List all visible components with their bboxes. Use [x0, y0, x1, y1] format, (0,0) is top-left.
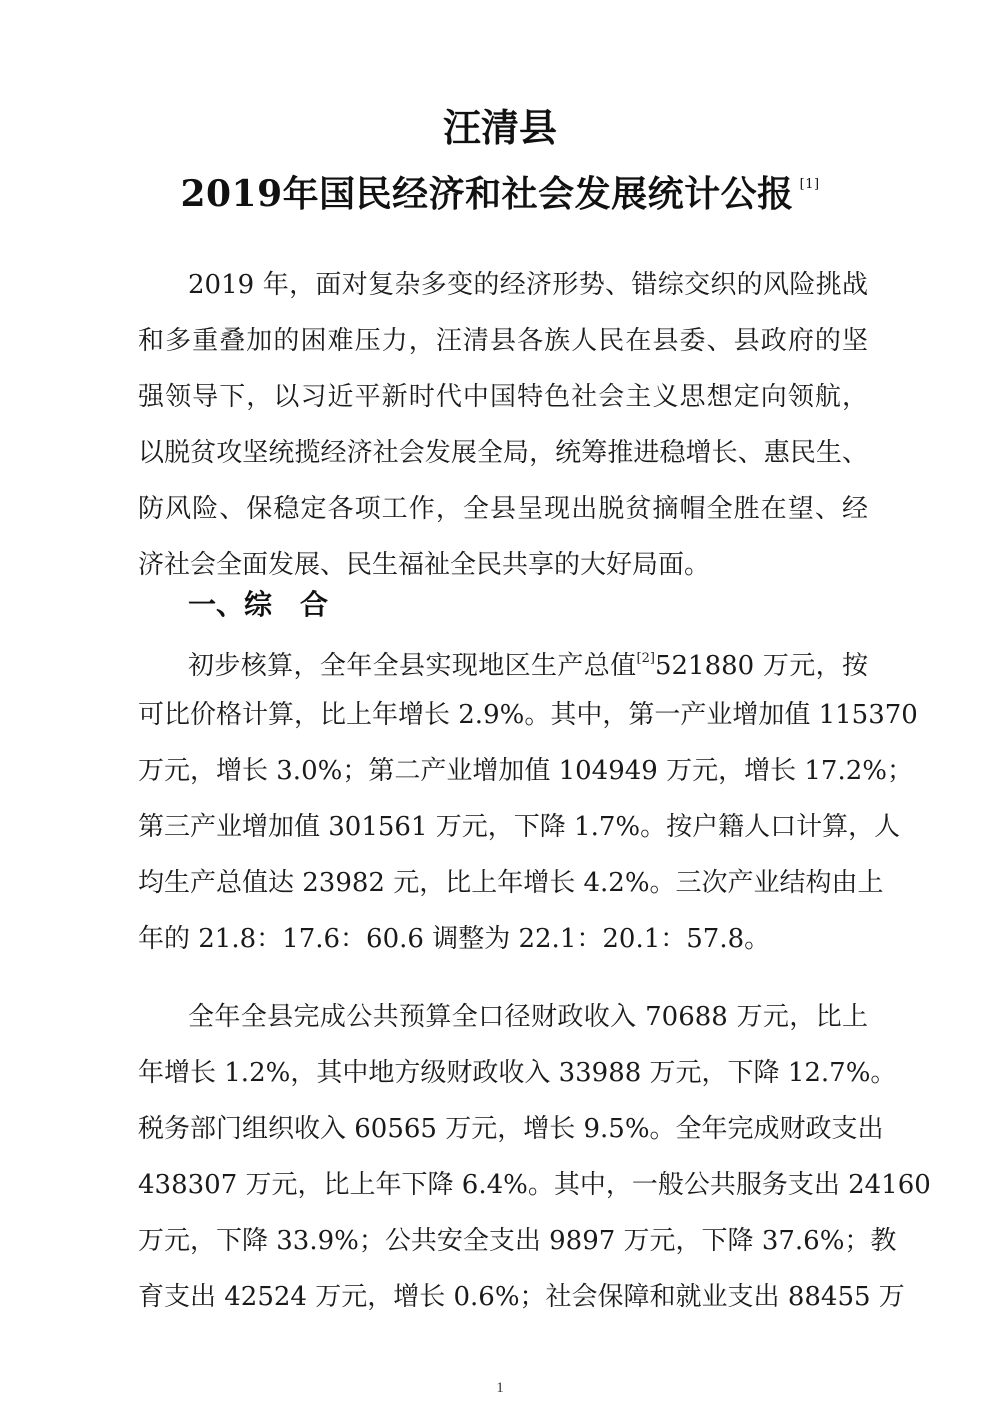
paragraph-line: 438307 万元，比上年下降 6.4%。其中，一般公共服务支出 24160 [138, 1170, 931, 1200]
paragraph-line: 税务部门组织收入 60565 万元，增长 9.5%。全年完成财政支出 [138, 1114, 884, 1144]
paragraph-line: 万元，下降 33.9%；公共安全支出 9897 万元，下降 37.6%；教 [138, 1226, 897, 1256]
page-number: 1 [496, 1380, 504, 1396]
footnote-marker: [1] [799, 177, 820, 192]
gdp-text-a: 初步核算，全年全县实现地区生产总值 [188, 651, 637, 681]
paragraph-line: 第三产业增加值 301561 万元，下降 1.7%。按户籍人口计算，人 [138, 812, 901, 842]
paragraph-line: 育支出 42524 万元，增长 0.6%；社会保障和就业支出 88455 万 [138, 1282, 905, 1312]
paragraph-line: 万元，增长 3.0%；第二产业增加值 104949 万元，增长 17.2%； [138, 756, 913, 786]
paragraph-line: 年增长 1.2%，其中地方级财政收入 33988 万元，下降 12.7%。 [138, 1058, 897, 1088]
page-title-county: 汪清县 [442, 105, 557, 150]
paragraph-line: 可比价格计算，比上年增长 2.9%。其中，第一产业增加值 115370 [138, 700, 918, 730]
intro-line: 防风险、保稳定各项工作，全县呈现出脱贫摘帽全胜在望、经 [138, 494, 868, 524]
intro-line: 2019 年，面对复杂多变的经济形势、错综交织的风险挑战 [188, 270, 868, 300]
page-title-report [0, 160, 1000, 219]
paragraph-line [138, 637, 868, 681]
footnote-marker: [2] [636, 651, 655, 666]
intro-line: 和多重叠加的困难压力，汪清县各族人民在县委、县政府的坚 [138, 326, 868, 356]
paragraph-line: 全年全县完成公共预算全口径财政收入 70688 万元，比上 [188, 1002, 868, 1032]
gdp-text-b: 521880 万元，按 [654, 651, 868, 681]
intro-line: 以脱贫攻坚统揽经济社会发展全局，统筹推进稳增长、惠民生、 [138, 438, 868, 468]
intro-line: 济社会全面发展、民生福祉全民共享的大好局面。 [138, 550, 711, 580]
paragraph-line: 均生产总值达 23982 元，比上年增长 4.2%。三次产业结构由上 [138, 868, 884, 898]
paragraph-line: 年的 21.8：17.6：60.6 调整为 22.1：20.1：57.8。 [138, 924, 771, 954]
report-title-text: 2019年国民经济和社会发展统计公报 [180, 173, 794, 215]
intro-line: 强领导下，以习近平新时代中国特色社会主义思想定向领航， [138, 382, 868, 412]
section-heading: 一、综 合 [188, 588, 329, 621]
